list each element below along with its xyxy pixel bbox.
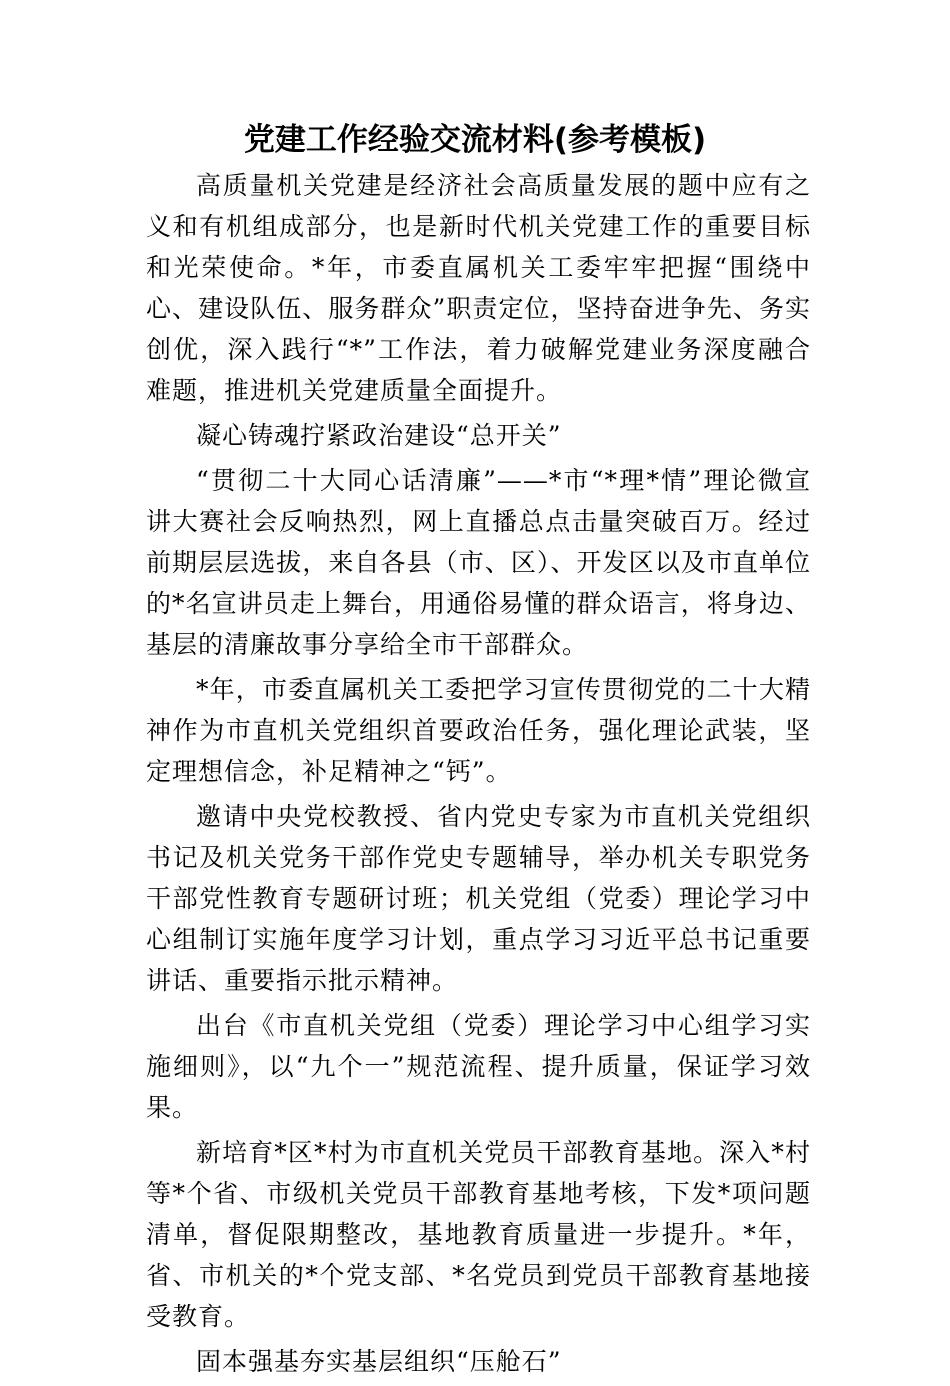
paragraph-study-rules: 出台《市直机关党组（党委）理论学习中心组学习实施细则》，以“九个一”规范流程、提升质量，保证学习效果。 [146, 1011, 811, 1122]
section-heading-grassroots: 固本强基夯实基层组织“压舱石” [196, 1347, 562, 1376]
paragraph-study-twentieth-congress: *年，市委直属机关工委把学习宣传贯彻党的二十大精神作为市直机关党组织首要政治任务，强化理论武装，坚定理想信念，补足精神之“钙”。 [146, 675, 811, 786]
section-heading-political: 凝心铸魂拧紧政治建设“总开关” [196, 421, 562, 450]
document-title: 党建工作经验交流材料(参考模板) [243, 122, 707, 158]
document-body [146, 165, 811, 1386]
paragraph-lecture-contest: “贯彻二十大同心话清廉”——*市“*理*情”理论微宣讲大赛社会反响热烈，网上直播总点击量突破百万。经过前期层层选拔，来自各县（市、区）、开发区以及市直单位的*名宣讲员走上舞台，用通俗易懂的群众语言，将身边、基层的清廉故事分享给全市干部群众。 [146, 466, 811, 659]
paragraph-intro: 高质量机关党建是经济社会高质量发展的题中应有之义和有机组成部分，也是新时代机关党建工作的重要目标和光荣使命。*年，市委直属机关工委牢牢把握“围绕中心、建设队伍、服务群众”职责定位，坚持奋进争先、务实创优，深入践行“*”工作法，着力破解党建业务深度融合难题，推进机关党建质量全面提升。 [146, 171, 811, 405]
paragraph-party-history-lectures: 邀请中央党校教授、省内党史专家为市直机关党组织书记及机关党务干部作党史专题辅导，举办机关专职党务干部党性教育专题研讨班；机关党组（党委）理论学习中心组制订实施年度学习计划，重点学习习近平总书记重要讲话、重要指示批示精神。 [146, 802, 811, 995]
paragraph-education-base: 新培育*区*村为市直机关党员干部教育基地。深入*村等*个省、市级机关党员干部教育基地考核，下发*项问题清单，督促限期整改，基地教育质量进一步提升。*年，省、市机关的*个党支部、*名党员到党员干部教育基地接受教育。 [146, 1138, 811, 1331]
